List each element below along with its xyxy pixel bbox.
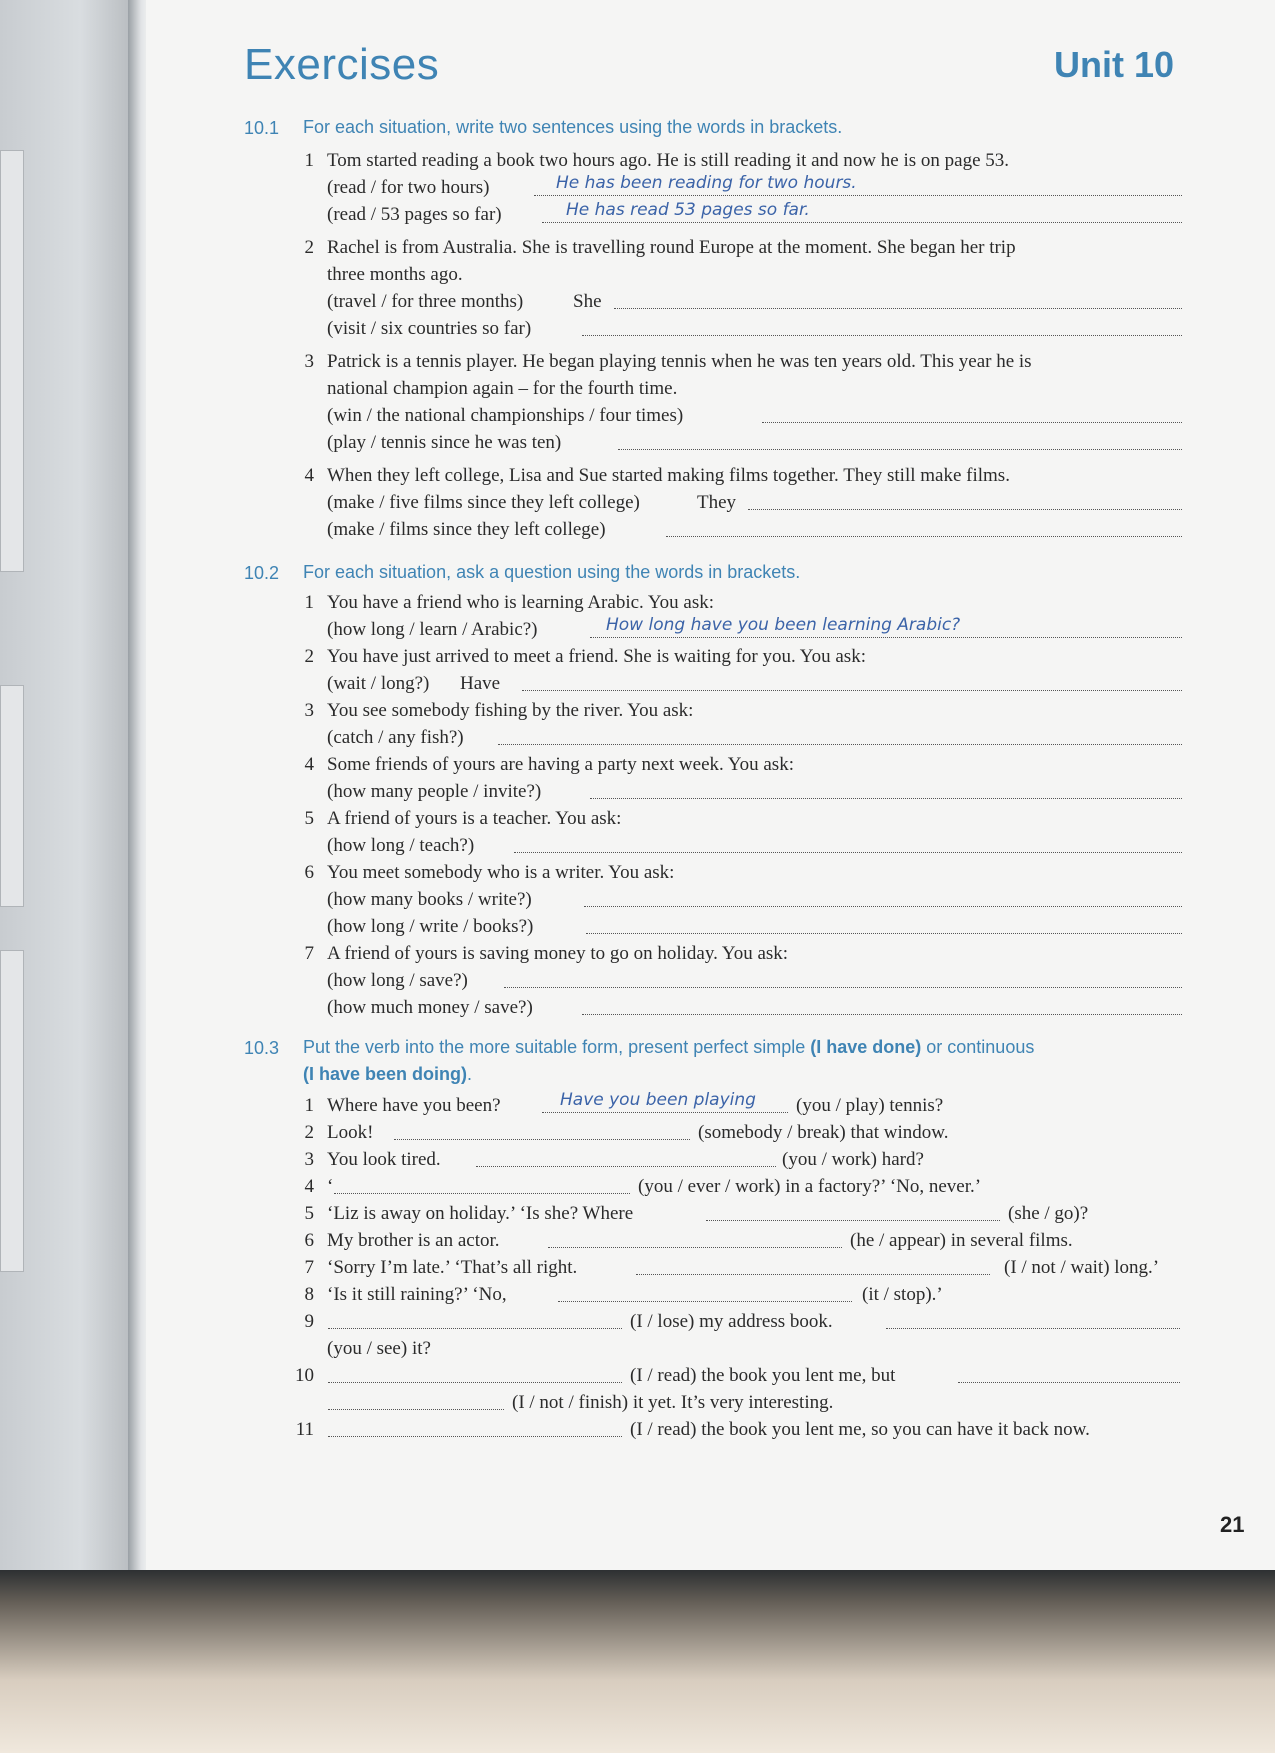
prompt: (win / the national championships / four times): [327, 405, 684, 426]
exercise-number: 10.1: [244, 118, 280, 138]
prompt: (play / tennis since he was ten): [327, 432, 562, 453]
answer-line[interactable]: [334, 1193, 630, 1194]
item-text: You have just arrived to meet a friend. She is waiting for you. You ask:: [327, 646, 866, 667]
sentence-text: (I / not / finish) it yet. It’s very interesting.: [512, 1392, 834, 1413]
sentence-text: (it / stop).’: [862, 1284, 943, 1305]
item-number: 3: [304, 700, 314, 721]
page-number: 21: [1220, 1512, 1245, 1537]
item-number: 6: [304, 862, 314, 883]
sentence-text: (he / appear) in several films.: [850, 1230, 1073, 1251]
handwritten-answer: Have you been playing: [560, 1090, 756, 1110]
item-number: 11: [295, 1419, 314, 1440]
answer-line[interactable]: [748, 509, 1182, 510]
item-number: 3: [304, 1149, 314, 1170]
answer-line[interactable]: [584, 906, 1182, 907]
sentence-text: (somebody / break) that window.: [698, 1122, 949, 1143]
page-title: Exercises: [244, 40, 440, 89]
prompt: (how long / learn / Arabic?): [327, 619, 538, 640]
item-number: 5: [304, 1203, 314, 1224]
answer-line[interactable]: [328, 1436, 622, 1437]
item-number: 4: [304, 754, 314, 775]
item-text: You see somebody fishing by the river. You ask:: [327, 700, 694, 721]
answer-line[interactable]: [394, 1139, 690, 1140]
item-text: Rachel is from Australia. She is travelling round Europe at the moment. She began her trip: [327, 237, 1016, 258]
unit-label: Unit 10: [1054, 44, 1175, 85]
sentence-text: (you / work) hard?: [782, 1149, 924, 1170]
prompt: (travel / for three months): [327, 291, 524, 312]
prompt: (visit / six countries so far): [327, 318, 532, 339]
answer-line[interactable]: [328, 1328, 622, 1329]
answer-line[interactable]: [590, 798, 1182, 799]
desk-background: [0, 1570, 1275, 1753]
item-number: 4: [304, 465, 314, 486]
item-text: three months ago.: [327, 264, 463, 285]
left-page-panel: [0, 685, 24, 907]
prompt: (how long / teach?): [327, 835, 475, 856]
handwritten-answer: He has read 53 pages so far.: [566, 200, 810, 220]
sentence-text: (she / go)?: [1008, 1203, 1089, 1224]
answer-line[interactable]: [618, 449, 1182, 450]
handwritten-answer: He has been reading for two hours.: [556, 173, 857, 193]
handwritten-answer: How long have you been learning Arabic?: [606, 615, 961, 635]
exercise-instruction: Put the verb into the more suitable form, present perfect simple (I have done) or continuous (I have been doing).: [303, 1037, 1035, 1084]
sentence-text: ‘: [327, 1176, 334, 1197]
sentence-text: Look!: [327, 1122, 374, 1143]
previous-page-edge: [0, 0, 134, 1570]
sentence-start: She: [573, 291, 602, 312]
item-number: 5: [304, 808, 314, 829]
item-number: 2: [304, 646, 314, 667]
answer-line[interactable]: [762, 422, 1182, 423]
exercise-instruction: For each situation, write two sentences using the words in brackets.: [303, 117, 843, 137]
item-text: Some friends of yours are having a party next week. You ask:: [327, 754, 794, 775]
sentence-start: They: [697, 492, 737, 513]
item-number: 4: [304, 1176, 314, 1197]
sentence-text: You look tired.: [327, 1149, 441, 1170]
prompt: (read / for two hours): [327, 177, 490, 198]
sentence-text: ‘Liz is away on holiday.’ ‘Is she? Where: [327, 1203, 634, 1224]
answer-line[interactable]: [582, 335, 1182, 336]
prompt: (wait / long?): [327, 673, 430, 694]
prompt: (how long / write / books?): [327, 916, 534, 937]
item-text: You have a friend who is learning Arabic. You ask:: [327, 592, 714, 613]
answer-line[interactable]: [636, 1274, 990, 1275]
answer-line[interactable]: [328, 1382, 622, 1383]
sentence-text: (I / not / wait) long.’: [1004, 1257, 1160, 1278]
left-page-panel: [0, 950, 24, 1272]
item-number: 10: [295, 1365, 314, 1386]
item-text: Patrick is a tennis player. He began playing tennis when he was ten years old. This year he is: [327, 351, 1032, 372]
answer-line[interactable]: [614, 308, 1182, 309]
left-page-panel: [0, 150, 24, 572]
item-number: 9: [304, 1311, 314, 1332]
answer-line[interactable]: [958, 1382, 1180, 1383]
answer-line[interactable]: [542, 1112, 788, 1113]
answer-line[interactable]: [476, 1166, 776, 1167]
answer-line[interactable]: [666, 536, 1182, 537]
prompt: (catch / any fish?): [327, 727, 464, 748]
sentence-text: ‘Sorry I’m late.’ ‘That’s all right.: [327, 1257, 578, 1278]
answer-line[interactable]: [504, 987, 1182, 988]
item-number: 1: [304, 1095, 314, 1116]
sentence-text: ‘Is it still raining?’ ‘No,: [327, 1284, 507, 1305]
exercise-number: 10.2: [244, 563, 280, 583]
answer-line[interactable]: [534, 195, 1182, 196]
exercise-number: 10.3: [244, 1038, 280, 1058]
answer-line[interactable]: [514, 852, 1182, 853]
prompt: (make / films since they left college): [327, 519, 606, 540]
sentence-text: (you / see) it?: [327, 1338, 431, 1359]
prompt: (how long / save?): [327, 970, 468, 991]
item-text: A friend of yours is a teacher. You ask:: [327, 808, 622, 829]
item-number: 6: [304, 1230, 314, 1251]
prompt: (make / five films since they left college): [327, 492, 640, 513]
sentence-text: My brother is an actor.: [327, 1230, 500, 1251]
item-text: You meet somebody who is a writer. You ask:: [327, 862, 675, 883]
answer-line[interactable]: [886, 1328, 1180, 1329]
sentence-text: (I / read) the book you lent me, but: [630, 1365, 896, 1386]
item-text: When they left college, Lisa and Sue started making films together. They still make films.: [327, 465, 1010, 486]
sentence-text: (I / read) the book you lent me, so you can have it back now.: [630, 1419, 1090, 1440]
answer-line[interactable]: [590, 637, 1182, 638]
item-text: national champion again – for the fourth time.: [327, 378, 678, 399]
sentence-text: (you / ever / work) in a factory?’ ‘No, never.’: [638, 1176, 982, 1197]
prompt: (read / 53 pages so far): [327, 204, 502, 225]
item-text: Tom started reading a book two hours ago. He is still reading it and now he is on page 53.: [327, 150, 1010, 171]
sentence-start: Have: [460, 673, 501, 694]
sentence-text: Where have you been?: [327, 1095, 501, 1116]
answer-line[interactable]: [542, 222, 1182, 223]
item-number: 2: [304, 1122, 314, 1143]
item-number: 7: [304, 1257, 314, 1278]
item-number: 1: [304, 150, 314, 171]
prompt: (how much money / save?): [327, 997, 533, 1018]
exercise-instruction: For each situation, ask a question using the words in brackets.: [303, 562, 801, 582]
sentence-text: (I / lose) my address book.: [630, 1311, 833, 1332]
item-number: 7: [304, 943, 314, 964]
item-number: 1: [304, 592, 314, 613]
answer-line[interactable]: [582, 1014, 1182, 1015]
item-number: 2: [304, 237, 314, 258]
answer-line[interactable]: [706, 1220, 1000, 1221]
answer-line[interactable]: [328, 1409, 504, 1410]
answer-line[interactable]: [522, 690, 1182, 691]
workbook-page: [146, 0, 1275, 1570]
answer-line[interactable]: [586, 933, 1182, 934]
answer-line[interactable]: [558, 1301, 852, 1302]
prompt: (how many people / invite?): [327, 781, 542, 802]
answer-line[interactable]: [548, 1247, 842, 1248]
sentence-text: (you / play) tennis?: [796, 1095, 944, 1116]
item-text: A friend of yours is saving money to go on holiday. You ask:: [327, 943, 789, 964]
item-number: 8: [304, 1284, 314, 1305]
prompt: (how many books / write?): [327, 889, 532, 910]
answer-line[interactable]: [498, 744, 1182, 745]
item-number: 3: [304, 351, 314, 372]
